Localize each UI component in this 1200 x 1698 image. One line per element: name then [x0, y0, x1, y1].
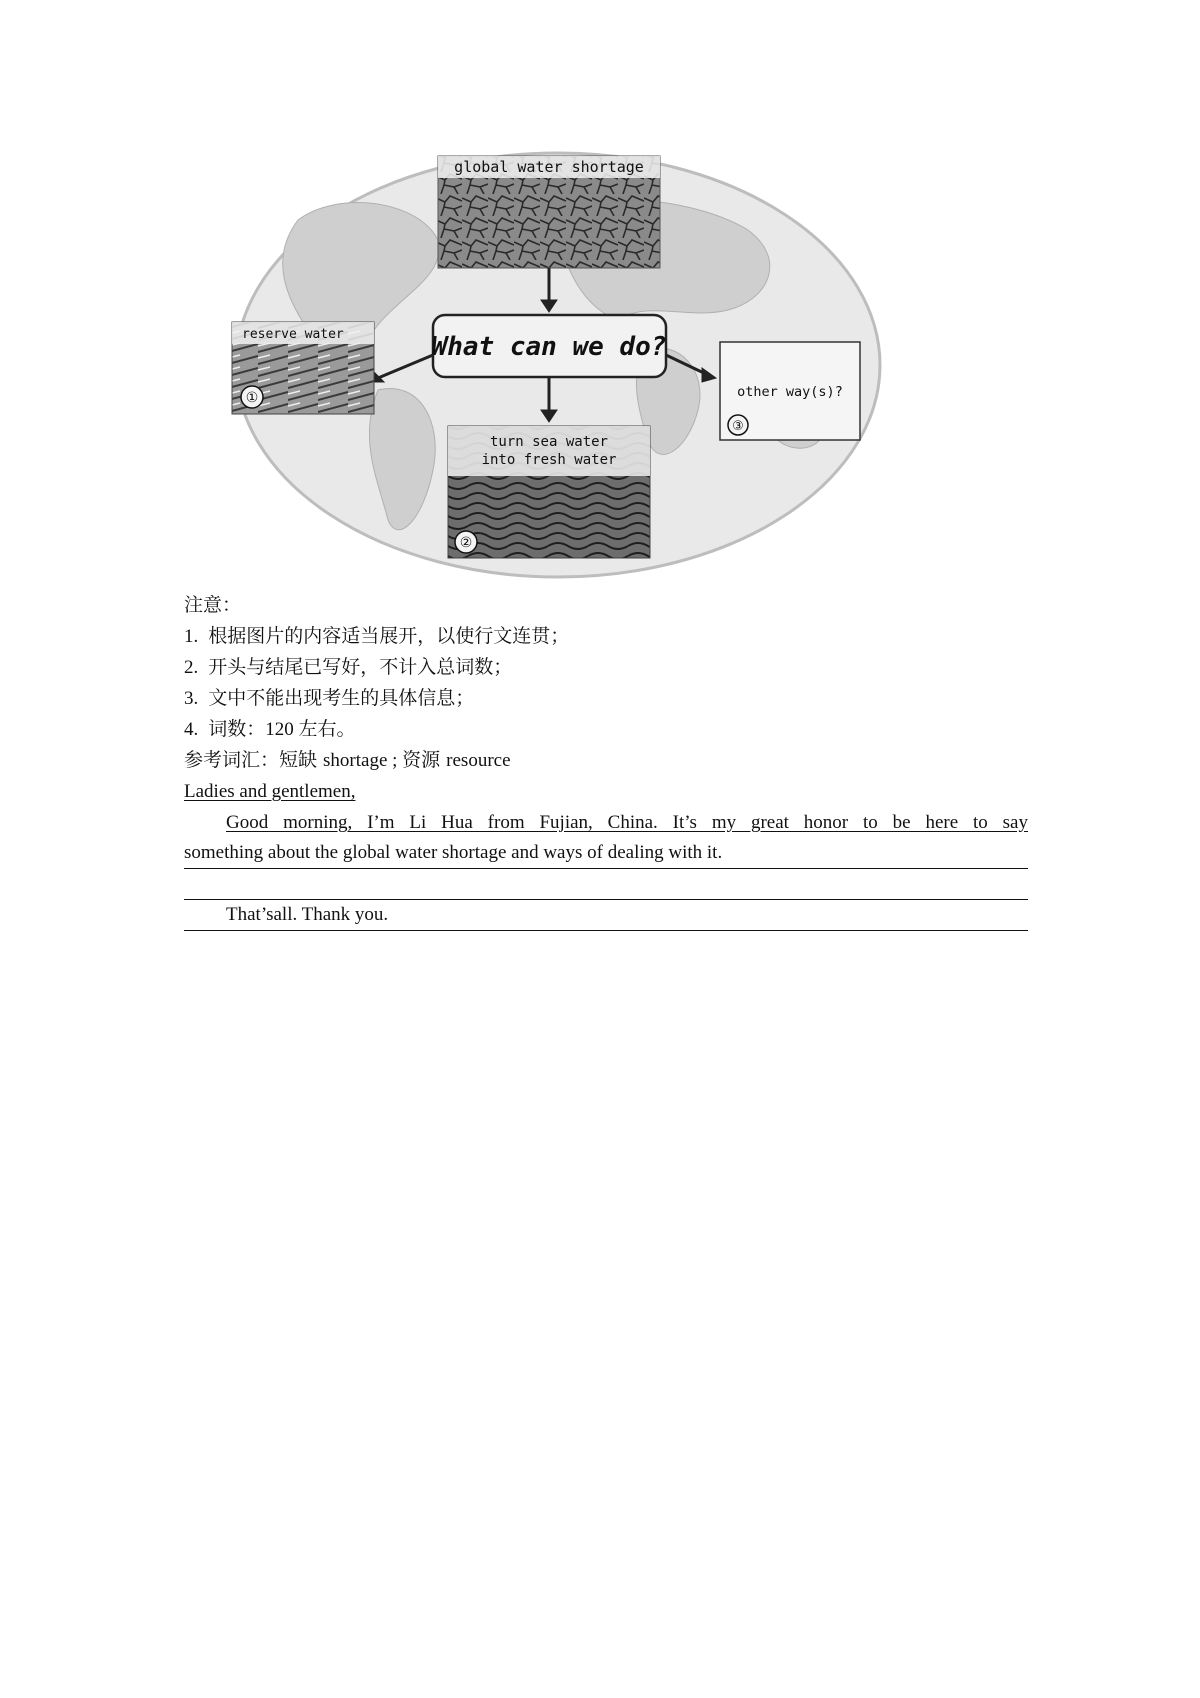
note-item: [184, 714, 1028, 745]
note-item: [184, 683, 1028, 714]
option-3-number: ③: [732, 419, 744, 434]
opening-line-2: [184, 838, 1028, 869]
vocab-term-2: resource: [446, 750, 511, 771]
option-reserve-water: [232, 322, 374, 414]
option-1-label: reserve water: [242, 327, 344, 342]
opening-line-1: Good morning, I’m Li Hua from Fujian, China. It’s my great honor to be here to say: [226, 812, 1028, 833]
note-text: 根据图片的内容适当展开，以使行文连贯；: [208, 626, 570, 647]
note-text: 开头与结尾已写好，不计入总词数；: [208, 657, 513, 678]
note-item: [184, 652, 1028, 683]
note-text: 文中不能出现考生的具体信息；: [208, 688, 475, 709]
option-other-ways: [720, 342, 860, 440]
essay-salutation: Ladies and gentlemen,: [184, 781, 356, 802]
option-2-label-line2: into fresh water: [481, 452, 617, 468]
note-number: 4.: [184, 719, 199, 740]
option-2-number: ②: [459, 535, 473, 551]
vocab-term-1: shortage ; 资源: [323, 750, 441, 771]
vocabulary-line: [184, 745, 1028, 776]
note-number: 2.: [184, 657, 199, 678]
note-number: 3.: [184, 688, 199, 709]
notes-section: [184, 590, 1028, 931]
question-box: [432, 315, 667, 377]
vocab-label: 参考词汇：短缺: [184, 750, 318, 771]
water-shortage-image: [438, 156, 660, 268]
note-item: [184, 621, 1028, 652]
option-3-label: other way(s)?: [737, 384, 843, 400]
essay-closing: [184, 900, 1028, 931]
option-sea-water: [448, 426, 650, 558]
option-1-number: ①: [245, 390, 259, 406]
closing-text: That’sall. Thank you.: [226, 904, 389, 925]
flowchart-illustration: [228, 150, 888, 580]
figure-title: global water shortage: [454, 158, 644, 176]
essay-opening: [184, 807, 1028, 931]
world-map-figure: [228, 150, 888, 580]
blank-writing-line: [184, 869, 1028, 900]
notes-heading: 注意：: [184, 595, 242, 616]
option-2-label-line1: turn sea water: [489, 434, 609, 450]
note-number: 1.: [184, 626, 199, 647]
opening-line-2-text: something about the global water shortage and ways of dealing with it.: [184, 842, 723, 863]
question-text: What can we do?: [431, 332, 667, 362]
note-text: 词数：120 左右。: [208, 719, 356, 740]
